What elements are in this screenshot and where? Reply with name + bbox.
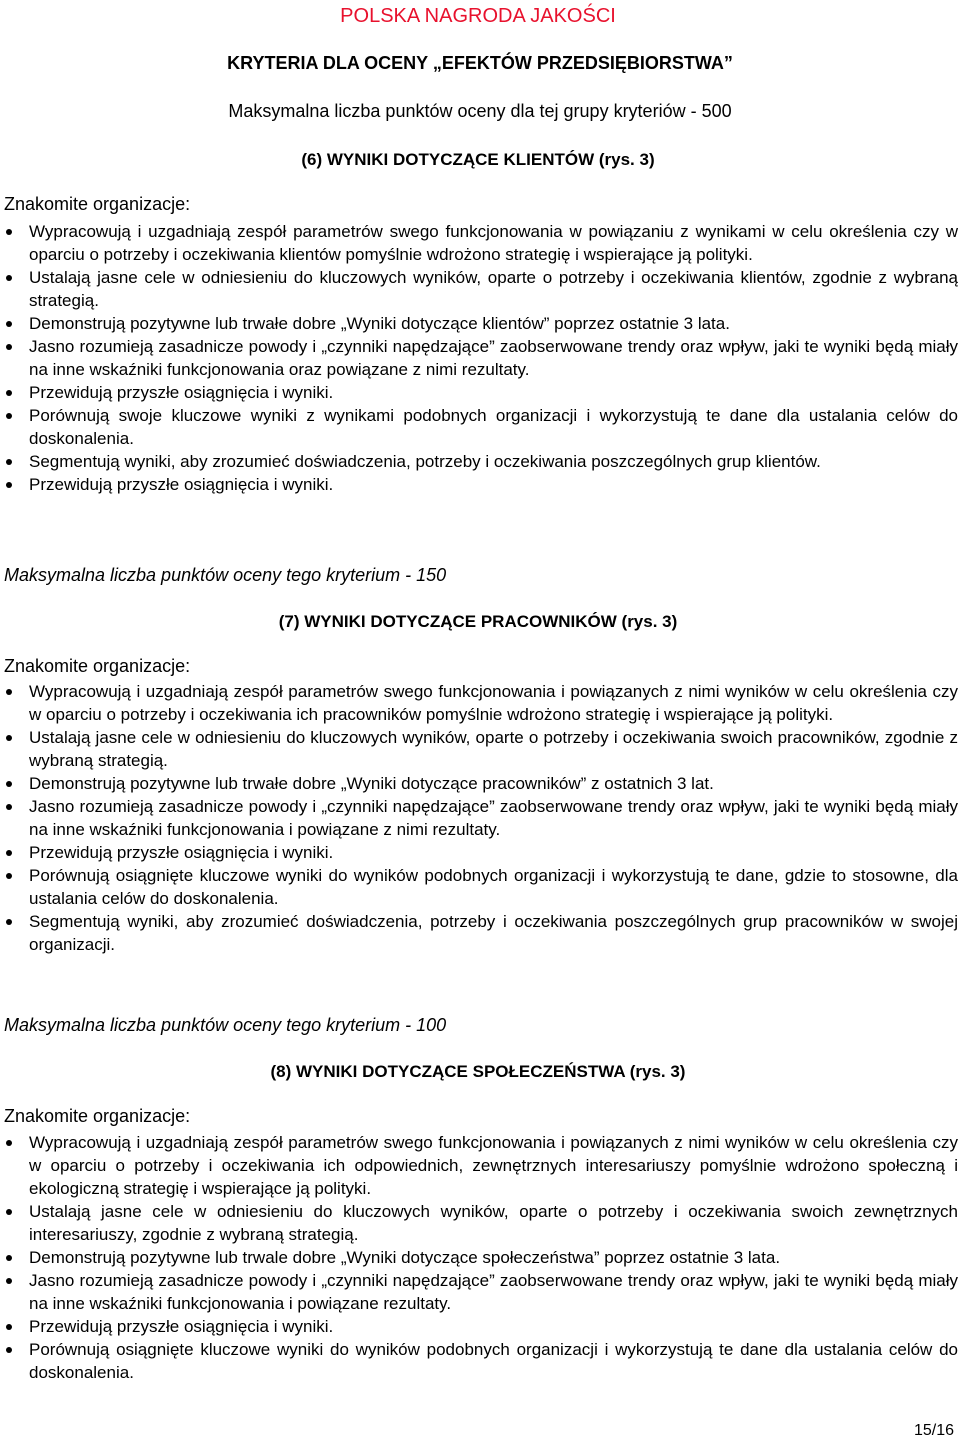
section-heading-employees: (7) WYNIKI DOTYCZĄCE PRACOWNIKÓW (rys. 3): [278, 612, 678, 631]
list-item: Wypracowują i uzgadniają zespół parametrów swego funkcjonowania w powiązaniu z wynikami w celu określenia czy w oparciu o potrzeby i oczekiwania klientów pomyślnie wdrożono strategię i wspierające ją polityki.: [0, 220, 958, 266]
group-max-points: Maksymalna liczba punktów oceny dla tej grupy kryteriów - 500: [228, 101, 732, 121]
list-item: Demonstrują pozytywne lub trwałe dobre „Wyniki dotyczące pracowników” z ostatnich 3 lat.: [0, 772, 958, 795]
brand-header: [0, 4, 960, 28]
section-heading-customers: (6) WYNIKI DOTYCZĄCE KLIENTÓW (rys. 3): [301, 150, 655, 169]
criteria-list-employees: [0, 680, 958, 956]
criterion-max-points: Maksymalna liczba punktów oceny tego kryterium - 150: [4, 565, 447, 585]
list-item: Porównują osiągnięte kluczowe wyniki do wyników podobnych organizacji i wykorzystują te dane dla ustalania celów do doskonalenia.: [0, 1338, 958, 1384]
list-item: Wypracowują i uzgadniają zespół parametrów swego funkcjonowania i powiązanych z nimi wyników w celu określenia czy w oparciu o potrzeby i oczekiwania ich odpowiednich, zewnętrznych interesariuszy pomyślnie wdrożono społeczną i ekologiczną strategię i wspierające ją polityki.: [0, 1131, 958, 1200]
list-item: Przewidują przyszłe osiągnięcia i wyniki.: [0, 473, 958, 496]
list-item: Porównują swoje kluczowe wyniki z wynikami podobnych organizacji i wykorzystują te dane dla ustalania celów do doskonalenia.: [0, 404, 958, 450]
list-item: Przewidują przyszłe osiągnięcia i wyniki.: [0, 381, 958, 404]
list-item: Przewidują przyszłe osiągnięcia i wyniki.: [0, 1315, 958, 1338]
page-number: 15/16: [913, 1422, 954, 1439]
criteria-list-society: [0, 1131, 958, 1384]
list-item: Demonstrują pozytywne lub trwale dobre „Wyniki dotyczące społeczeństwa” poprzez ostatnie 3 lata.: [0, 1246, 958, 1269]
list-item: Przewidują przyszłe osiągnięcia i wyniki.: [0, 841, 958, 864]
list-item: Jasno rozumieją zasadnicze powody i „czynniki napędzające” zaobserwowane trendy oraz wpływ, jaki te wyniki będą miały na inne wskaźniki funkcjonowania i powiązane rezultaty.: [0, 1269, 958, 1315]
section-intro: Znakomite organizacje:: [4, 1106, 191, 1126]
list-item: Jasno rozumieją zasadnicze powody i „czynniki napędzające” zaobserwowane trendy oraz wpływ, jaki te wyniki będą miały na inne wskaźniki funkcjonowania i powiązane z nimi rezultaty.: [0, 795, 958, 841]
criteria-list-customers: [0, 220, 958, 496]
list-item: Ustalają jasne cele w odniesieniu do kluczowych wyników, oparte o potrzeby i oczekiwania swoich pracowników, zgodnie z wybraną strategią.: [0, 726, 958, 772]
list-item: Segmentują wyniki, aby zrozumieć doświadczenia, potrzeby i oczekiwania poszczególnych grup pracowników w swojej organizacji.: [0, 910, 958, 956]
section-intro: Znakomite organizacje:: [4, 194, 191, 214]
criterion-max-points: Maksymalna liczba punktów oceny tego kryterium - 100: [4, 1015, 447, 1035]
list-item: Ustalają jasne cele w odniesieniu do kluczowych wyników, oparte o potrzeby i oczekiwania swoich zewnętrznych interesariuszy, zgodnie z wybraną strategią.: [0, 1200, 958, 1246]
brand-title: POLSKA NAGRODA JAKOŚCI: [340, 5, 616, 27]
list-item: Jasno rozumieją zasadnicze powody i „czynniki napędzające” zaobserwowane trendy oraz wpływ, jaki te wyniki będą miały na inne wskaźniki funkcjonowania oraz powiązane z nimi rezultaty.: [0, 335, 958, 381]
list-item: Segmentują wyniki, aby zrozumieć doświadczenia, potrzeby i oczekiwania poszczególnych grup klientów.: [0, 450, 958, 473]
list-item: Wypracowują i uzgadniają zespół parametrów swego funkcjonowania i powiązanych z nimi wyników w celu określenia czy w oparciu o potrzeby i oczekiwania ich pracowników pomyślnie wdrożono strategię i wspierające ją polityki.: [0, 680, 958, 726]
document-title: KRYTERIA DLA OCENY „EFEKTÓW PRZEDSIĘBIORSTWA”: [227, 53, 733, 73]
list-item: Demonstrują pozytywne lub trwałe dobre „Wyniki dotyczące klientów” poprzez ostatnie 3 lata.: [0, 312, 958, 335]
list-item: Porównują osiągnięte kluczowe wyniki do wyników podobnych organizacji i wykorzystują te dane, gdzie to stosowne, dla ustalania celów do doskonalenia.: [0, 864, 958, 910]
section-heading-society: (8) WYNIKI DOTYCZĄCE SPOŁECZEŃSTWA (rys. 3): [270, 1062, 686, 1081]
list-item: Ustalają jasne cele w odniesieniu do kluczowych wyników, oparte o potrzeby i oczekiwania klientów, zgodnie z wybraną strategią.: [0, 266, 958, 312]
section-intro: Znakomite organizacje:: [4, 656, 191, 676]
